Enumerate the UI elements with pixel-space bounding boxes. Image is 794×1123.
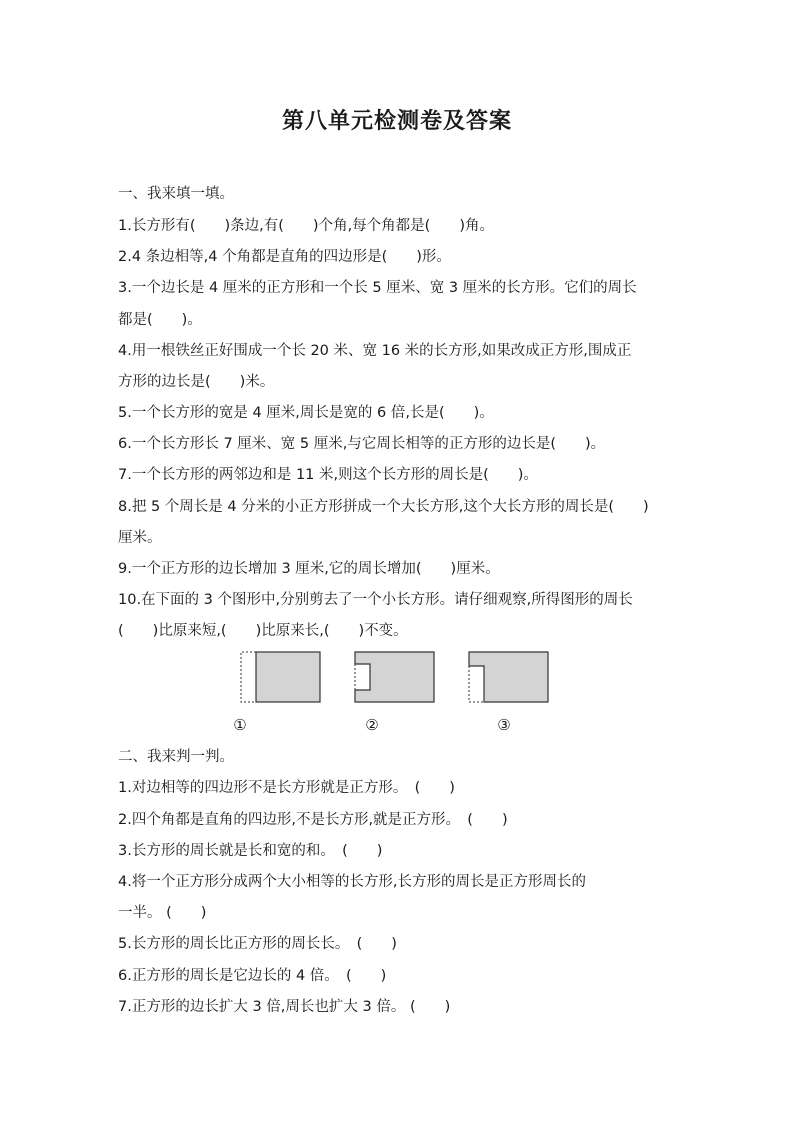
figure-1-cut-outline bbox=[241, 652, 256, 702]
figure-2-shape bbox=[355, 652, 434, 702]
question-line: 5.一个长方形的宽是 4 厘米,周长是宽的 6 倍,长是( )。 bbox=[118, 405, 494, 421]
figure-3-shape bbox=[469, 652, 548, 702]
question-line: 4.用一根铁丝正好围成一个长 20 米、宽 16 米的长方形,如果改成正方形,围成正 bbox=[118, 343, 632, 359]
question-line: 都是( )。 bbox=[118, 312, 202, 328]
question-line: 1.长方形有( )条边,有( )个角,每个角都是( )角。 bbox=[118, 218, 494, 234]
figure-label-1: ① bbox=[233, 716, 247, 734]
figure-1-shape bbox=[256, 652, 320, 702]
figure-label-2: ② bbox=[365, 716, 379, 734]
figure-3 bbox=[466, 650, 552, 706]
judge-line: 1.对边相等的四边形不是长方形就是正方形。 ( ) bbox=[118, 780, 455, 796]
question-line: 10.在下面的 3 个图形中,分别剪去了一个小长方形。请仔细观察,所得图形的周长 bbox=[118, 592, 633, 608]
question-line: ( )比原来短,( )比原来长,( )不变。 bbox=[118, 623, 408, 639]
question-line: 3.一个边长是 4 厘米的正方形和一个长 5 厘米、宽 3 厘米的长方形。它们的周长 bbox=[118, 280, 637, 296]
figure-2 bbox=[352, 650, 438, 706]
question-line: 7.一个长方形的两邻边和是 11 米,则这个长方形的周长是( )。 bbox=[118, 467, 538, 483]
question-line: 8.把 5 个周长是 4 分米的小正方形拼成一个大长方形,这个大长方形的周长是( ) bbox=[118, 499, 649, 515]
judge-line: 2.四个角都是直角的四边形,不是长方形,就是正方形。 ( ) bbox=[118, 812, 508, 828]
judge-line: 7.正方形的边长扩大 3 倍,周长也扩大 3 倍。 ( ) bbox=[118, 999, 451, 1015]
question-line: 6.一个长方形长 7 厘米、宽 5 厘米,与它周长相等的正方形的边长是( )。 bbox=[118, 436, 606, 452]
figure-label-3: ③ bbox=[497, 716, 511, 734]
judge-line: 4.将一个正方形分成两个大小相等的长方形,长方形的周长是正方形周长的 bbox=[118, 874, 586, 890]
question-line: 厘米。 bbox=[118, 530, 162, 546]
judge-line: 一半。 ( ) bbox=[118, 905, 207, 921]
section2-heading: 二、我来判一判。 bbox=[118, 749, 234, 765]
section1-heading: 一、我来填一填。 bbox=[118, 186, 234, 202]
judge-line: 5.长方形的周长比正方形的周长长。 ( ) bbox=[118, 936, 397, 952]
figure-1 bbox=[238, 650, 324, 706]
judge-line: 6.正方形的周长是它边长的 4 倍。 ( ) bbox=[118, 968, 387, 984]
question-line: 9.一个正方形的边长增加 3 厘米,它的周长增加( )厘米。 bbox=[118, 561, 500, 577]
question-line: 方形的边长是( )米。 bbox=[118, 374, 275, 390]
page-title: 第八单元检测卷及答案 bbox=[281, 109, 512, 134]
figure-3-cut-outline bbox=[469, 666, 484, 702]
judge-line: 3.长方形的周长就是长和宽的和。 ( ) bbox=[118, 843, 383, 859]
question-line: 2.4 条边相等,4 个角都是直角的四边形是( )形。 bbox=[118, 249, 451, 265]
